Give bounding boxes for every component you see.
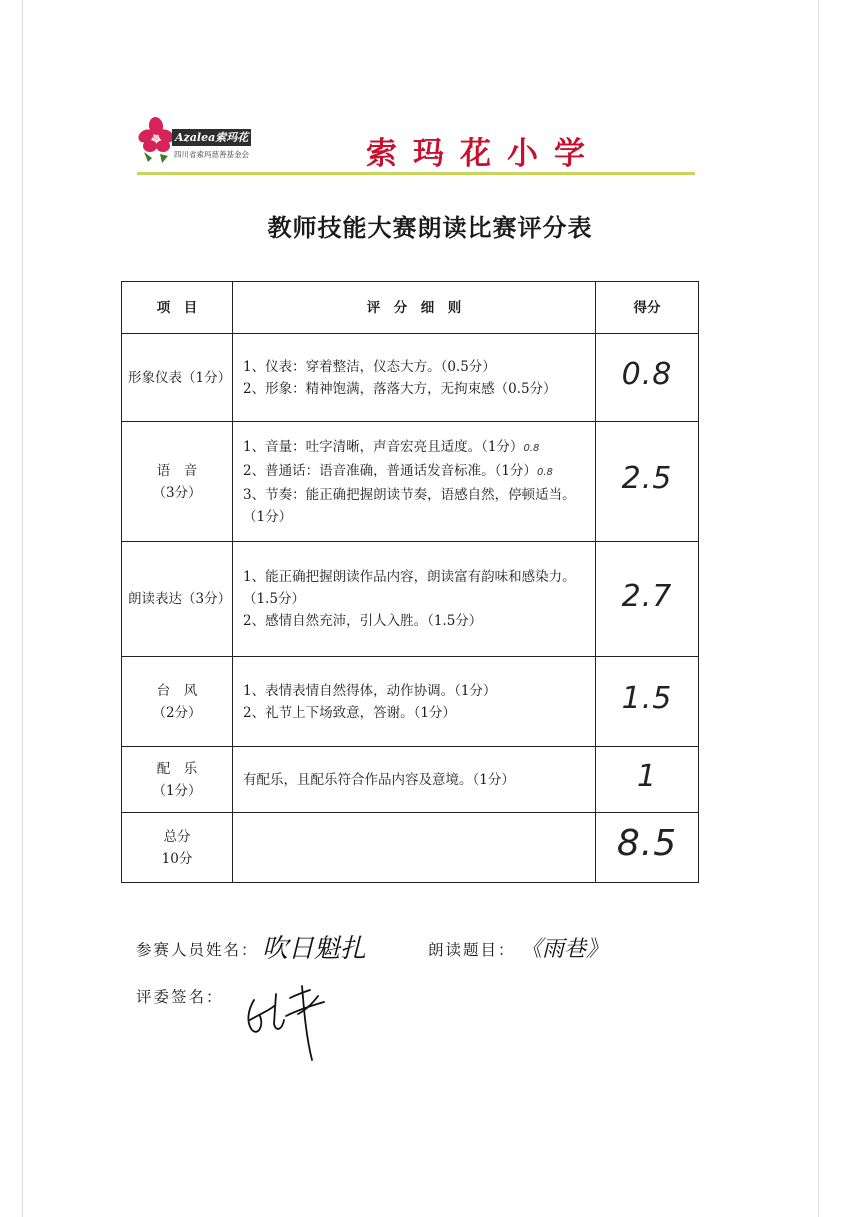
- logo-text: Azalea索玛花: [172, 129, 251, 146]
- page-edge-line: [22, 0, 23, 1217]
- item-cell: 朗读表达（3分）: [122, 542, 233, 657]
- table-row: [122, 334, 699, 422]
- table-row: [122, 542, 699, 657]
- item-cell: [122, 657, 233, 747]
- item-label: 台 风: [156, 682, 198, 699]
- rule-line: [243, 436, 589, 460]
- item-label: 配 乐: [156, 760, 198, 777]
- rule-text: 1、音量：吐字清晰，声音宏亮且适度。（1分）: [243, 438, 524, 455]
- table-row: [122, 422, 699, 542]
- rules-cell: [233, 422, 596, 542]
- topic-handwritten: 《雨巷》: [520, 937, 609, 962]
- rules-cell: [233, 657, 596, 747]
- empty-rules-cell: [233, 813, 596, 883]
- handwritten-total-score: 8.5: [616, 823, 678, 864]
- rule-line: [243, 460, 589, 484]
- total-label: 总分: [163, 828, 191, 845]
- score-cell: [596, 747, 699, 813]
- handwritten-score: 1.5: [621, 681, 673, 716]
- item-points: （3分）: [152, 484, 202, 501]
- page-edge-line: [818, 0, 819, 1217]
- judge-signature: [240, 980, 360, 1065]
- item-points: （1分）: [152, 782, 202, 799]
- item-label: 语 音: [156, 462, 198, 479]
- item-cell: [122, 422, 233, 542]
- score-cell: [596, 542, 699, 657]
- handwritten-score: 2.7: [621, 578, 673, 614]
- participant-name-handwritten: 吹日魁扎: [262, 934, 367, 964]
- rules-cell: [233, 542, 596, 657]
- item-cell: [122, 747, 233, 813]
- item-cell: 形象仪表（1分）: [122, 334, 233, 422]
- handwritten-note: 0.8: [536, 466, 553, 478]
- rules-cell: [233, 747, 596, 813]
- score-cell: [596, 422, 699, 542]
- document-title: 教师技能大赛朗读比赛评分表: [267, 214, 593, 242]
- rule-line: 1、表情表情自然得体，动作协调。（1分）: [243, 682, 497, 699]
- rule-line: 2、感情自然充沛，引人入胜。（1.5分）: [243, 613, 483, 629]
- rule-line: 1、仪表：穿着整洁，仪态大方。（0.5分）: [243, 358, 496, 375]
- score-cell: [596, 657, 699, 747]
- header-divider: [137, 172, 695, 175]
- handwritten-note: 0.8: [523, 442, 540, 454]
- table-row: [122, 657, 699, 747]
- column-header-item: 项 目: [122, 282, 233, 334]
- column-header-rules: 评 分 细 则: [233, 282, 596, 334]
- item-points: （2分）: [152, 704, 202, 721]
- school-name: 索玛花小学: [366, 136, 601, 172]
- scoring-table: [121, 281, 699, 883]
- rule-text: 2、普通话：语音准确，普通话发音标准。（1分）: [243, 462, 537, 479]
- rule-line: 3、节奏：能正确把握朗读节奏，语感自然，停顿适当。（1分）: [243, 486, 576, 525]
- score-cell: [596, 334, 699, 422]
- handwritten-score: 2.5: [621, 461, 673, 496]
- total-label-cell: [122, 813, 233, 883]
- handwritten-score: 0.8: [621, 357, 673, 392]
- rule-line: 2、形象：精神饱满，落落大方，无拘束感（0.5分）: [243, 380, 557, 397]
- rule-line: 1、能正确把握朗读作品内容，朗读富有韵味和感染力。（1.5分）: [243, 569, 576, 607]
- total-row: [122, 813, 699, 883]
- judge-label: 评委签名：: [136, 988, 224, 1006]
- azalea-logo: [138, 116, 278, 166]
- table-header-row: [122, 282, 699, 334]
- participant-label: 参赛人员姓名：: [136, 941, 259, 959]
- rule-line: 有配乐，且配乐符合作品内容及意境。（1分）: [243, 771, 515, 788]
- topic-label: 朗读题目：: [428, 941, 516, 959]
- table-row: [122, 747, 699, 813]
- total-score-cell: [596, 813, 699, 883]
- total-points: 10分: [161, 850, 193, 867]
- handwritten-score: 1: [636, 759, 658, 794]
- logo-subtext: 四川省索玛慈善基金会: [174, 150, 249, 159]
- column-header-score: 得分: [596, 282, 699, 334]
- rules-cell: [233, 334, 596, 422]
- rule-line: 2、礼节上下场致意，答谢。（1分）: [243, 704, 456, 721]
